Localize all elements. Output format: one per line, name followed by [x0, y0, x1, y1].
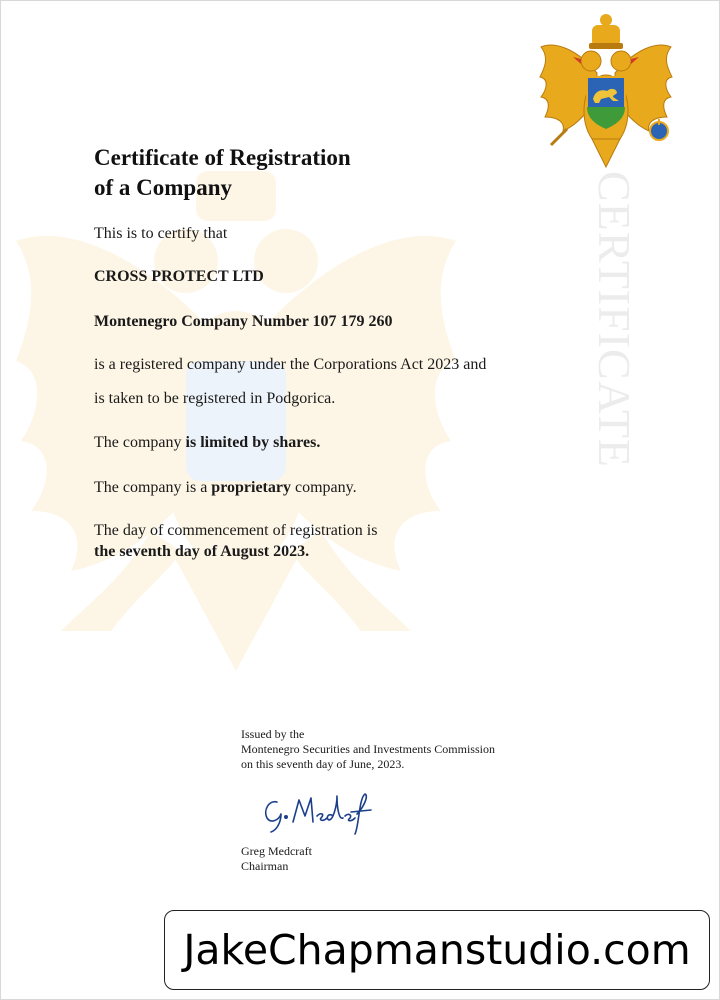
signatory-role: Chairman	[241, 859, 289, 873]
company-number: Montenegro Company Number 107 179 260	[94, 313, 393, 330]
certificate-title	[94, 143, 351, 203]
type-suffix: company.	[290, 479, 357, 496]
website-stamp	[164, 910, 710, 990]
signatory-block	[241, 844, 312, 874]
certify-intro: This is to certify that	[94, 225, 228, 242]
type-bold: proprietary	[211, 479, 291, 496]
limited-statement	[94, 433, 320, 453]
registered-line-1: is a registered company under the Corporations Act 2023 and	[94, 356, 487, 373]
issuer-line-1: Issued by the	[241, 727, 305, 741]
limited-bold: is limited by shares.	[185, 434, 321, 451]
signature-icon	[259, 786, 379, 838]
company-name: CROSS PROTECT LTD	[94, 268, 264, 285]
issuer-block	[241, 727, 495, 772]
limited-prefix: The company	[94, 434, 186, 451]
company-type-statement	[94, 478, 357, 498]
commencement-line: The day of commencement of registration is	[94, 522, 378, 539]
type-prefix: The company is a	[94, 479, 212, 496]
commencement-date: the seventh day of August 2023.	[94, 543, 310, 560]
issuer-line-3: on this seventh day of June, 2023.	[241, 757, 405, 771]
registered-line-2: is taken to be registered in Podgorica.	[94, 390, 336, 407]
certificate-watermark: CERTIFICATE	[589, 171, 640, 469]
montenegro-coat-of-arms-icon	[537, 11, 675, 171]
title-line-2: of a Company	[94, 175, 233, 200]
signatory-name: Greg Medcraft	[241, 844, 312, 858]
title-line-1: Certificate of Registration	[94, 145, 351, 170]
website-stamp-text: JakeChapmanstudio.com	[183, 926, 691, 974]
issuer-line-2: Montenegro Securities and Investments Commission	[241, 742, 495, 756]
